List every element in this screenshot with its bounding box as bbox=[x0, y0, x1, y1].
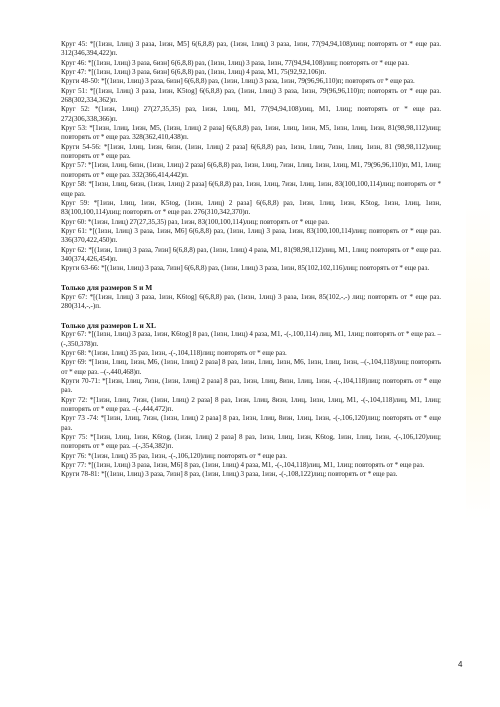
row-45: Круг 45: *[(1изн, 1лиц) 3 раза, 1изн, М5] 6(6,8,8) раз, (1изн, 1лиц) 3 раза, 1изн, 77(94,94,108)лиц; повторять от * еще раз. 312(346,394,422)п. bbox=[61, 40, 441, 58]
row-77: Круг 77: *[(1изн, 1лиц) 3 раза, 1изн, М6] 8 раз, (1изн, 1лиц) 4 раза, М1, -(-,104,118)лиц, М1, 1лиц; повторять от * еще раз. bbox=[61, 460, 425, 469]
document-page bbox=[61, 40, 441, 480]
rows-78-81: Круги 78-81: *[(1изн, 1лиц) 3 раза, 7изн] 8 раз, (1изн, 1лиц) 3 раза, 1изн, -(-,108,122)лиц; повторять от * еще раз. bbox=[61, 470, 398, 479]
row-51: Круг 51: *[(1изн, 1лиц) 3 раза, 1изн, K5tog] 6(6,8,8) раз, (1изн, 1лиц) 3 раза, 1изн, 79(96,96,110)п; повторять от * еще раз. 268(302,334,362)п. bbox=[61, 86, 441, 105]
row-62: Круг 62: *[(1изн, 1лиц) 3 раза, 7изн] 6(6,8,8) раз, (1изн, 1лиц) 4 раза, М1, 81(98,98,112)лиц, М1, 1лиц; повторять от * еще раз. 340(374,426,454)п. bbox=[61, 245, 441, 263]
row-61: Круг 61: *[(1изн, 1лиц) 3 раза, 1изн, М6] 6(6,8,8) раз, (1изн, 1лиц) 3 раза, 1изн, 83(100,100,114)лиц; повторять от * еще раз. 336(370,422,450)п. bbox=[61, 226, 441, 245]
row-69: Круг 69: *[1изн, 1лиц, 1изн, М6, (1изн, 1лиц) 2 раза] 8 раз, 1изн, 1лиц, 1изн, М6, 1изн, 1лиц, 1изн, –(-,104,118)лиц; повторять от * еще раз. –(-,440,468)п. bbox=[61, 358, 441, 376]
rows-54-56: Круги 54-56: *[1изн, 1лиц, 1изн, 6изн, (1изн, 1лиц) 2 раза] 6(6,8,8) раз, 1изн, 1лиц, 7изн, 1лиц, 1изн, 81 (98,98,112)лиц; повторять от * еще раз. bbox=[61, 142, 441, 161]
row-52: Круг 52: *(1изн, 1лиц) 27(27,35,35) раз, 1изн, 1лиц, М1, 77(94,94,108)лиц, М1, 1лиц; повторять от * еще раз. 272(306,338,366)п. bbox=[61, 105, 441, 123]
page-edge-shading bbox=[466, 200, 490, 520]
row-67-s-m: Круг 67: *[(1изн, 1лиц) 3 раза, 1изн, K6tog] 6(6,8,8) раз, (1изн, 1лиц) 3 раза, 1изн, 85(102,-,-) лиц; повторять от * еще раз. 280(314,-,-)п. bbox=[61, 292, 441, 310]
row-68: Круг 68: *(1изн, 1лиц) 35 раз, 1изн, -(-,104,118)лиц; повторять от * еще раз. bbox=[61, 348, 287, 357]
row-53: Круг 53: *[1изн, 1лиц, 1изн, М5, (1изн, 1лиц) 2 раза] 6(6,8,8) раз, 1изн, 1лиц, 1изн, М5, 1изн, 1лиц, 1изн, 81(98,98,112)лиц; повторять от * еще раз. 328(362,410,438)п. bbox=[61, 124, 441, 142]
spacer bbox=[61, 274, 441, 283]
rows-73-74: Круг 73 -74: *[1изн, 1лиц, 7изн, (1изн, 1лиц) 2 раза] 8 раз, 1изн, 1лиц, 8изн, 1лиц, 1изн, -(-,106,120)лиц; повторять от * еще раз. bbox=[61, 414, 441, 432]
row-72: Круг 72: *[1изн, 1лиц, 7изн, (1изн, 1лиц) 2 раза] 8 раз, 1изн, 1лиц, 8изн, 1лиц, 1изн, 1лиц, М1, -(-,104,118)лиц, М1, 1лиц; повторять от * еще раз. –(-,444,472)п. bbox=[61, 395, 441, 413]
rows-70-71: Круги 70-71: *[1изн, 1лиц, 7изн, (1изн, 1лиц) 2 раза] 8 раз, 1изн, 1лиц, 8изн, 1лиц, 1изн, -(-,104,118)лиц; повторять от * еще раз. bbox=[61, 376, 441, 395]
row-59: Круг 59: *[1изн, 1лиц, 1изн, K5tog, (1изн, 1лиц) 2 раза] 6(6,8,8) раз, 1изн, 1лиц, 1изн, K5tog, 1изн, 1лиц, 1изн, 83(100,100,114)лиц; повторять от * еще раз. 276(310,342,370)п. bbox=[61, 198, 441, 217]
page-number: 4 bbox=[458, 660, 463, 669]
row-67-l-xl: Круг 67: *[(1изн, 1лиц) 3 раза, 1изн, K6tog] 8 раз, (1изн, 1лиц) 4 раза, М1, -(-,100,114) лиц, М1, 1лиц; повторять от * еще раз. –(-,350,378)п. bbox=[61, 330, 441, 348]
rows-48-50: Круги 48-50: *[(1изн, 1лиц) 3 раза, 6изн] 6(6,8,8) раз, (1изн, 1лиц) 3 раза, 1изн, 79(96,96,110)п; повторять от * еще раз. bbox=[61, 77, 415, 86]
row-46: Круг 46: *[(1изн, 1лиц) 3 раза, 6изн] 6(6,8,8) раз, (1изн, 1лиц) 3 раза, 1изн, 77(94,94,108)лиц; повторять от * еще раз. bbox=[61, 58, 410, 67]
rows-63-66: Круги 63-66: *[(1изн, 1лиц) 3 раза, 7изн] 6(6,8,8) раз, (1изн, 1лиц) 3 раза, 1изн, 85(102,102,116)лиц; повторять от * еще раз. bbox=[61, 264, 430, 273]
row-47: Круг 47: *[(1изн, 1лиц) 3 раза, 6изн] 6(6,8,8) раз, (1изн, 1лиц) 4 раза, М1, 75(92,92,106)п. bbox=[61, 68, 327, 77]
section-heading-s-m: Только для размеров S и M bbox=[61, 282, 153, 292]
section-heading-l-xl: Только для размеров L и XL bbox=[61, 320, 156, 330]
row-76: Круг 76: *(1изн, 1лиц) 35 раз, 1изн, -(-,106,120)лиц; повторять от * еще раз. bbox=[61, 451, 288, 460]
row-60: Круг 60: *(1изн, 1лиц) 27(27,35,35) раз, 1изн, 83(100,100,114)лиц; повторять от * еще раз. bbox=[61, 217, 330, 226]
row-57: Круг 57: *[1изн, 1лиц, 6изн, (1изн, 1лиц) 2 раза] 6(6,8,8) раз, 1изн, 1лиц, 7изн, 1лиц, 1изн, 1лиц, М1, 79(96,96,110)п, М1, 1лиц; повторять от * еще раз. 332(366,414,442)п. bbox=[61, 161, 441, 179]
row-58: Круг 58: *[1изн, 1лиц, 6изн, (1изн, 1лиц) 2 раза] 6(6,8,8) раз, 1изн, 1лиц, 7изн, 1лиц, 1изн, 83(100,100,114)лиц; повторять от * еще раз. bbox=[61, 180, 441, 198]
row-75: Круг 75: *[1изн, 1лиц, 1изн, K6tog, (1изн, 1лиц) 2 раза] 8 раз, 1изн, 1лиц, 1изн, K6tog, 1изн, 1лиц, 1изн, -(-,106,120)лиц; повторять от * еще раз. –(-,354,382)п. bbox=[61, 432, 441, 451]
spacer bbox=[61, 311, 441, 320]
